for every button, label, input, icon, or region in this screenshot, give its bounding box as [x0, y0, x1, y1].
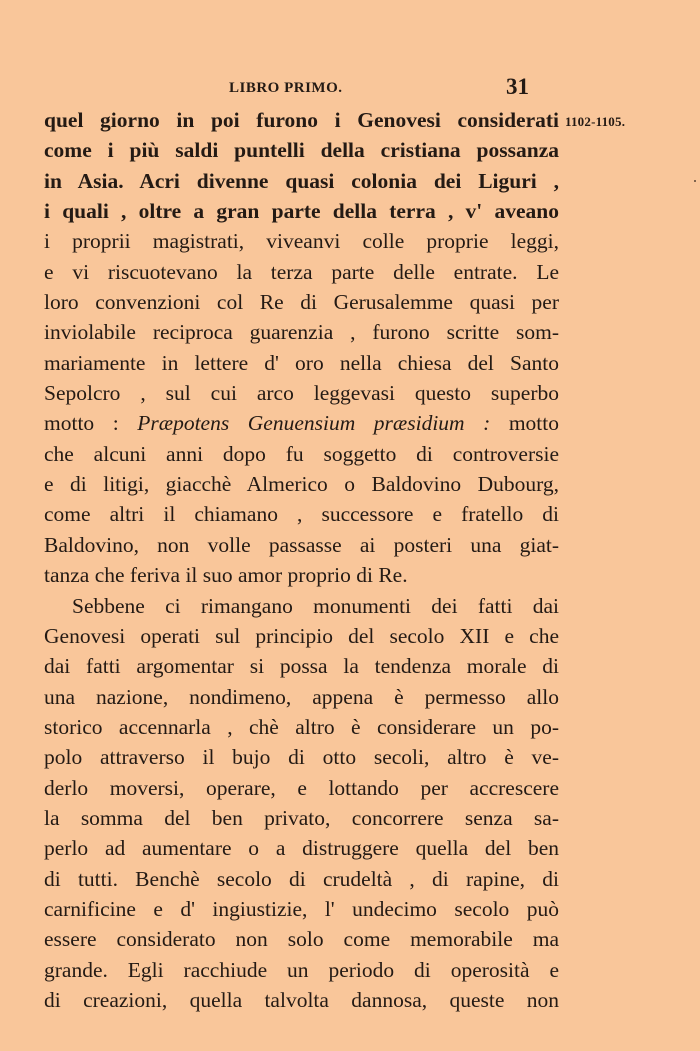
- text-line: in Asia. Acri divenne quasi colonia dei Liguri ,: [44, 168, 559, 193]
- text-line: perlo ad aumentare o a distruggere quella del ben: [44, 836, 559, 861]
- text-line: di creazioni, quella talvolta dannosa, queste non: [44, 987, 559, 1012]
- text-line: essere considerato non solo come memorabile ma: [44, 927, 559, 952]
- text-line: grande. Egli racchiude un periodo di operosità e: [44, 957, 559, 982]
- text-line: la somma del ben privato, concorrere senza sa-: [44, 805, 559, 830]
- text-line: Genovesi operati sul principio del secolo XII e che: [44, 623, 559, 648]
- running-title: LIBRO PRIMO.: [229, 80, 343, 96]
- margin-date-note: 1102-1105.: [565, 114, 626, 129]
- page-number: 31: [506, 74, 529, 99]
- line-text-after: motto: [490, 411, 559, 436]
- paper-speck: [694, 180, 696, 182]
- text-line: come altri il chiamano , successore e fratello di: [44, 502, 559, 527]
- text-line: carnificine e d' ingiustizie, l' undecimo secolo può: [44, 896, 559, 921]
- body-text: [44, 105, 559, 1015]
- text-line: quel giorno in poi furono i Genovesi considerati: [44, 108, 559, 132]
- text-line: inviolabile reciproca guarenzia , furono scritte som-: [44, 320, 559, 345]
- text-line: una nazione, nondimeno, appena è permesso allo: [44, 684, 559, 709]
- text-line: polo attraverso il bujo di otto secoli, altro è ve-: [44, 745, 559, 770]
- text-line: e di litigi, giacchè Almerico o Baldovino Dubourg,: [44, 472, 559, 497]
- text-line: i proprii magistrati, viveanvi colle proprie leggi,: [44, 229, 559, 254]
- text-line: e vi riscuotevano la terza parte delle entrate. Le: [44, 259, 559, 284]
- latin-motto: Præpotens Genuensium præsidium :: [137, 411, 491, 436]
- line-text-before: motto :: [44, 411, 138, 436]
- paragraph-start-line: Sebbene ci rimangano monumenti dei fatti dai: [72, 593, 559, 618]
- text-line: derlo moversi, operare, e lottando per accrescere: [44, 775, 559, 800]
- text-line: storico accennarla , chè altro è considerare un po-: [44, 714, 559, 739]
- text-line: loro convenzioni col Re di Gerusalemme quasi per: [44, 290, 559, 315]
- text-line: i quali , oltre a gran parte della terra , v' aveano: [44, 199, 559, 224]
- text-line: come i più saldi puntelli della cristiana possanza: [44, 138, 559, 163]
- text-line: Sepolcro , sul cui arco leggevasi questo superbo: [44, 381, 559, 406]
- text-line: Baldovino, non volle passasse ai posteri una giat-: [44, 532, 559, 557]
- text-line: mariamente in lettere d' oro nella chiesa del Santo: [44, 350, 559, 375]
- text-line-with-motto: [44, 408, 559, 438]
- text-line: tanza che feriva il suo amor proprio di Re.: [44, 563, 408, 588]
- text-line: dai fatti argomentar si possa la tendenza morale di: [44, 654, 559, 679]
- text-line: di tutti. Benchè secolo di crudeltà , di rapine, di: [44, 866, 559, 891]
- text-line: che alcuni anni dopo fu soggetto di controversie: [44, 441, 559, 466]
- page-header: [0, 76, 700, 106]
